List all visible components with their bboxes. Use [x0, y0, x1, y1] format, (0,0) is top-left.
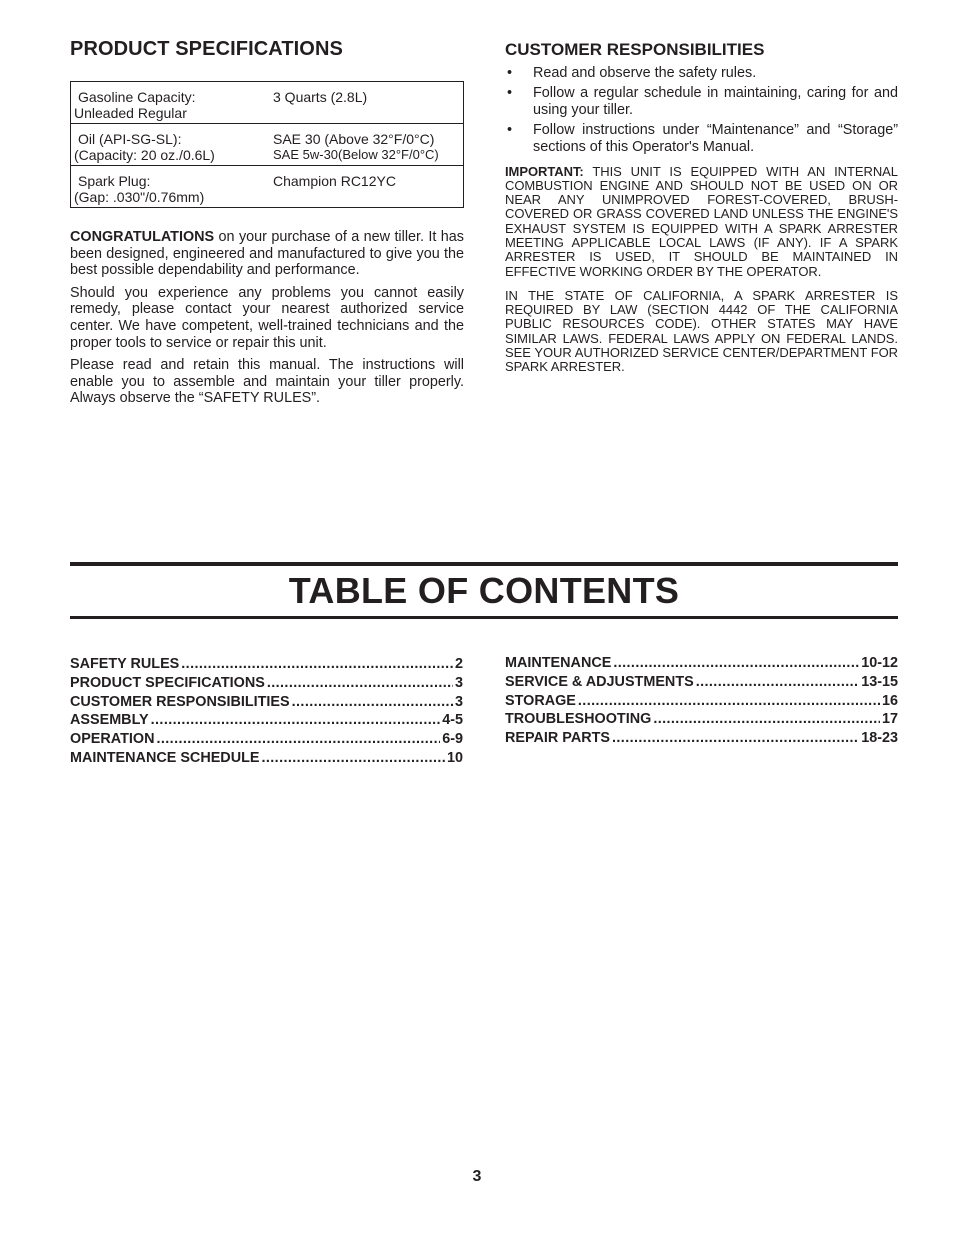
toc-leader-dots [181, 656, 453, 672]
toc-leader-dots [653, 711, 880, 727]
spec-label: Spark Plug: [78, 173, 151, 189]
toc-entry-troubleshooting[interactable] [505, 711, 898, 730]
bullet-icon: • [507, 121, 513, 138]
spec-sublabel: (Capacity: 20 oz./0.6L) [74, 147, 215, 163]
congratulations-paragraph [70, 229, 464, 279]
service-paragraph: Should you experience any problems you cannot easily remedy, please contact your nearest authorized service center. We have competent, well-trained technicians and the proper tools to service or repair this unit. [70, 284, 464, 351]
toc-entry-page: 13-15 [861, 673, 898, 690]
toc-top-rule [70, 562, 898, 566]
toc-entry-label: TROUBLESHOOTING [505, 711, 652, 728]
list-item-text: Read and observe the safety rules. [533, 65, 757, 81]
page-number: 3 [472, 1168, 482, 1185]
toc-entry-label: SAFETY RULES [70, 656, 180, 672]
spec-label: Oil (API-SG-SL): [78, 131, 182, 147]
important-notice [505, 165, 898, 279]
toc-entry-label: MAINTENANCE SCHEDULE [70, 749, 260, 766]
toc-entry-service-adjustments[interactable] [505, 674, 898, 693]
toc-leader-dots [292, 694, 453, 710]
toc-entry-label: STORAGE [505, 692, 576, 709]
toc-entry-storage[interactable] [505, 693, 898, 712]
spec-sublabel: Unleaded Regular [74, 105, 187, 121]
toc-leader-dots [612, 730, 859, 746]
toc-entry-page: 18-23 [861, 730, 898, 747]
spec-label: Gasoline Capacity: [78, 89, 196, 105]
toc-entry-assembly[interactable] [70, 712, 463, 731]
toc-entry-label: MAINTENANCE [505, 655, 612, 671]
toc-leader-dots [613, 655, 859, 671]
spec-value-secondary: SAE 5w-30(Below 32°F/0°C) [273, 147, 439, 162]
toc-entry-customer-responsibilities[interactable] [70, 694, 463, 713]
toc-leader-dots [156, 731, 440, 747]
list-item [505, 65, 898, 83]
congratulations-text: on your purchase of a new tiller. It has been designed, engineered and manufactured to give you the best possible dependability and performance. [70, 229, 464, 279]
toc-entry-label: REPAIR PARTS [505, 730, 611, 747]
spec-value: 3 Quarts (2.8L) [273, 89, 368, 105]
spec-row-gasoline [71, 82, 464, 124]
important-label: IMPORTANT: [505, 163, 584, 179]
responsibilities-list [505, 65, 898, 157]
toc-heading: TABLE OF CONTENTS [288, 570, 680, 611]
important-text: THIS UNIT IS EQUIPPED WITH AN INTERNAL COMBUSTION ENGINE AND SHOULD NOT BE USED ON OR NEAR ANY UNIMPROVED FOREST-COVERED, BRUSH-COVERED OR GRASS COVERED LAND UNLESS THE ENGINE'S EXHAUST SYSTEM IS EQUIPPED WITH A SPARK ARRESTER MEETING APPLICABLE LOCAL LAWS (IF ANY). IF A SPARK ARRESTER IS USED, IT SHOULD BE MAINTAINED IN EFFECTIVE WORKING ORDER BY THE OPERATOR. [505, 163, 898, 279]
specifications-table [70, 81, 464, 208]
toc-entry-page: 16 [881, 692, 898, 709]
toc-entry-page: 2 [454, 656, 463, 672]
list-item [505, 122, 898, 157]
toc-leader-dots [261, 750, 445, 766]
toc-entry-label: ASSEMBLY [70, 712, 149, 729]
toc-leader-dots [696, 674, 859, 690]
toc-entry-label: CUSTOMER RESPONSIBILITIES [70, 693, 290, 710]
spec-row-oil [71, 124, 464, 166]
spec-label-cell [71, 82, 272, 124]
spec-value-cell [271, 82, 464, 124]
spec-label-cell [71, 124, 272, 166]
toc-entry-label: PRODUCT SPECIFICATIONS [70, 674, 265, 691]
toc-bottom-rule [70, 616, 898, 619]
congratulations-lead: CONGRATULATIONS [70, 229, 215, 245]
customer-responsibilities-heading: CUSTOMER RESPONSIBILITIES [505, 40, 765, 59]
toc-entry-repair-parts[interactable] [505, 730, 898, 749]
list-item-text: Follow a regular schedule in maintaining, caring for and using your tiller. [533, 84, 898, 118]
toc-entry-page: 10 [446, 749, 463, 766]
toc-right-column [505, 655, 898, 749]
bullet-icon: • [507, 84, 513, 101]
left-column [70, 38, 464, 413]
toc-entry-operation[interactable] [70, 731, 463, 750]
retain-manual-paragraph: Please read and retain this manual. The instructions will enable you to assemble and maintain your tiller properly. Always observe the “SAFETY RULES”. [70, 357, 464, 407]
toc-entry-page: 3 [454, 693, 463, 710]
toc-entry-label: SERVICE & ADJUSTMENTS [505, 673, 694, 690]
right-column [505, 40, 898, 385]
spec-value-cell [271, 166, 464, 208]
toc-entry-page: 10-12 [861, 655, 898, 671]
product-specifications-heading: PRODUCT SPECIFICATIONS [70, 38, 343, 60]
list-item [505, 85, 898, 120]
bullet-icon: • [507, 65, 513, 81]
toc-entry-maintenance[interactable] [505, 655, 898, 674]
california-notice: IN THE STATE OF CALIFORNIA, A SPARK ARRESTER IS REQUIRED BY LAW (SECTION 4442 OF THE CALIFORNIA PUBLIC RESOURCES CODE). OTHER STATES MAY HAVE SIMILAR LAWS. FEDERAL LAWS APPLY ON FEDERAL LANDS. SEE YOUR AUTHORIZED SERVICE CENTER/DEPARTMENT FOR SPARK ARRESTER. [505, 287, 898, 375]
toc-entry-product-specifications[interactable] [70, 675, 463, 694]
toc-leader-dots [267, 675, 453, 691]
toc-leader-dots [578, 693, 880, 709]
toc-leader-dots [151, 712, 441, 728]
spec-label-cell [71, 166, 272, 208]
toc-entry-page: 4-5 [442, 712, 463, 729]
spec-sublabel: (Gap: .030"/0.76mm) [74, 189, 205, 205]
toc-left-column [70, 656, 463, 769]
spec-value: SAE 30 (Above 32°F/0°C) [273, 131, 435, 147]
toc-entry-page: 17 [881, 711, 898, 728]
toc-entry-safety-rules[interactable] [70, 656, 463, 675]
spec-row-spark-plug [71, 166, 464, 208]
spec-value-cell [271, 124, 464, 166]
list-item-text: Follow instructions under “Maintenance” and “Storage” sections of this Operator's Manual. [533, 121, 898, 155]
toc-entry-maintenance-schedule[interactable] [70, 750, 463, 769]
spec-value: Champion RC12YC [273, 173, 396, 189]
toc-entry-page: 3 [454, 674, 463, 691]
toc-entry-page: 6-9 [442, 731, 463, 748]
toc-entry-label: OPERATION [70, 731, 155, 748]
